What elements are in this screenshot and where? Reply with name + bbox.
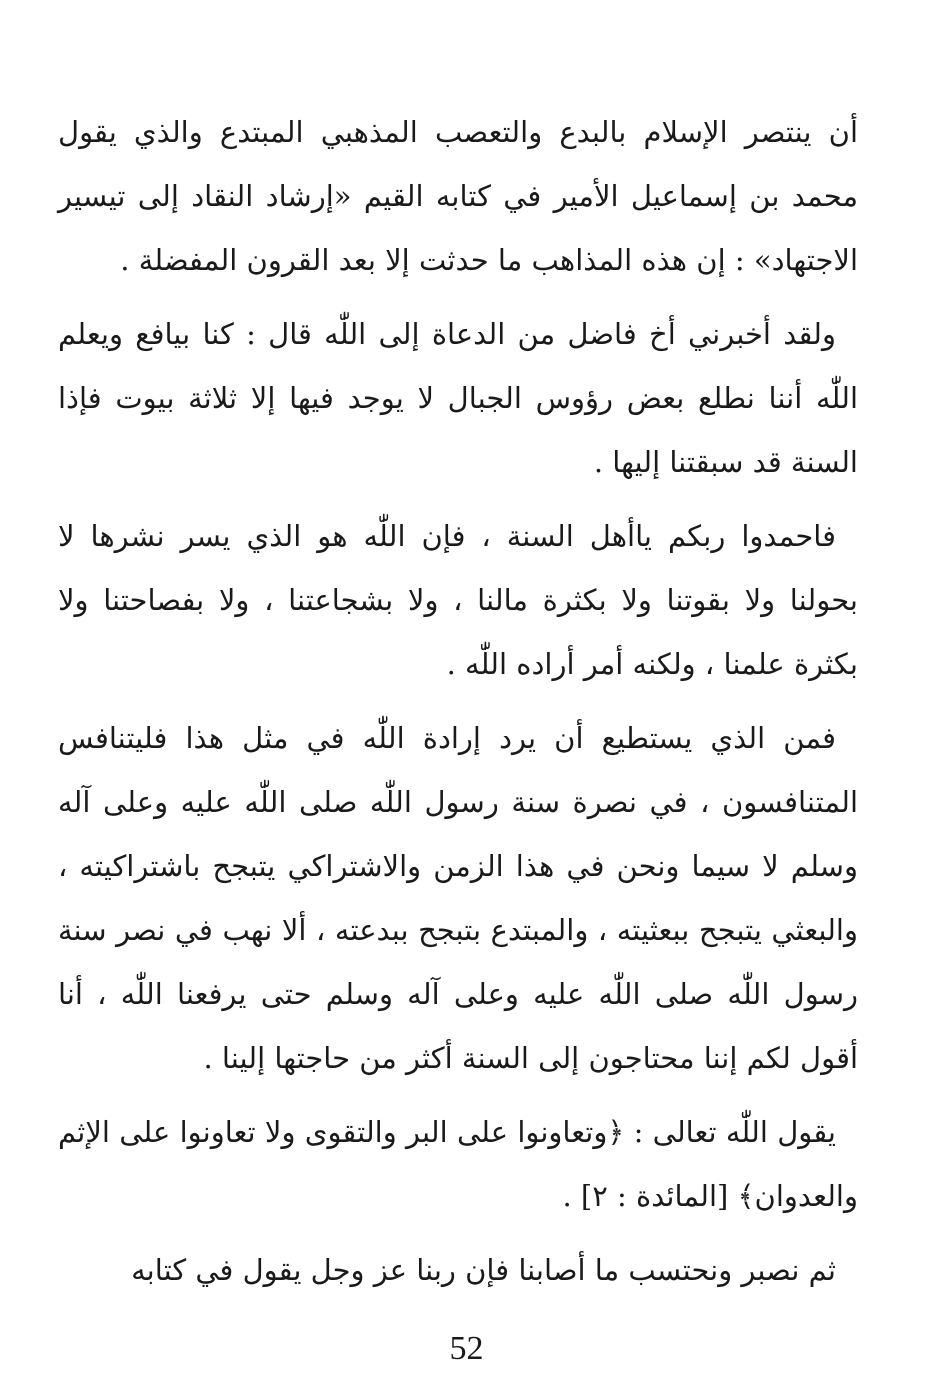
paragraph-4: فمن الذي يستطيع أن يرد إرادة اللّٰه في مثل هذا فليتنافس المتنافسون ، في نصرة سنة رسول اللّٰه صلى اللّٰه عليه وعلى آله وسلم لا سيما ونحن في هذا الزمن والاشتراكي يتبجح باشتراكيته ، والبعثي يتبجح ببعثيته ، والمبتدع بتبجح ببدعته ، ألا نهب في نصر سنة رسول اللّٰه صلى اللّٰه عليه وعلى آله وسلم حتى يرفعنا اللّٰه ، أنا أقول لكم إننا محتاجون إلى السنة أكثر من حاجتها إلينا . <box>58 721 858 1075</box>
paragraph-1: أن ينتصر الإسلام بالبدع والتعصب المذهبي المبتدع والذي يقول محمد بن إسماعيل الأمير في كتابه القيم «إرشاد النقاد إلى تيسير الاجتهاد» : إن هذه المذاهب ما حدثت إلا بعد القرون المفضلة . <box>58 115 858 277</box>
paragraph-5: يقول اللّٰه تعالى : ﴿وتعاونوا على البر والتقوى ولا تعاونوا على الإثم والعدوان﴾ [المائدة : ٢] . <box>58 1115 858 1213</box>
page-number: 52 <box>449 1330 484 1367</box>
paragraph-2: ولقد أخبرني أخ فاضل من الدعاة إلى اللّٰه قال : كنا بيافع ويعلم اللّٰه أننا نطلع بعض رؤوس الجبال لا يوجد فيها إلا ثلاثة بيوت فإذا السنة قد سبقتنا إليها . <box>58 317 858 479</box>
paragraph-3: فاحمدوا ربكم ياأهل السنة ، فإن اللّٰه هو الذي يسر نشرها لا بحولنا ولا بقوتنا ولا بكثرة مالنا ، ولا بشجاعتنا ، ولا بفصاحتنا ولا بكثرة علمنا ، ولكنه أمر أراده اللّٰه . <box>58 519 858 681</box>
paragraph-6: ثم نصبر ونحتسب ما أصابنا فإن ربنا عز وجل يقول في كتابه <box>131 1253 836 1287</box>
body-text <box>58 100 858 1312</box>
